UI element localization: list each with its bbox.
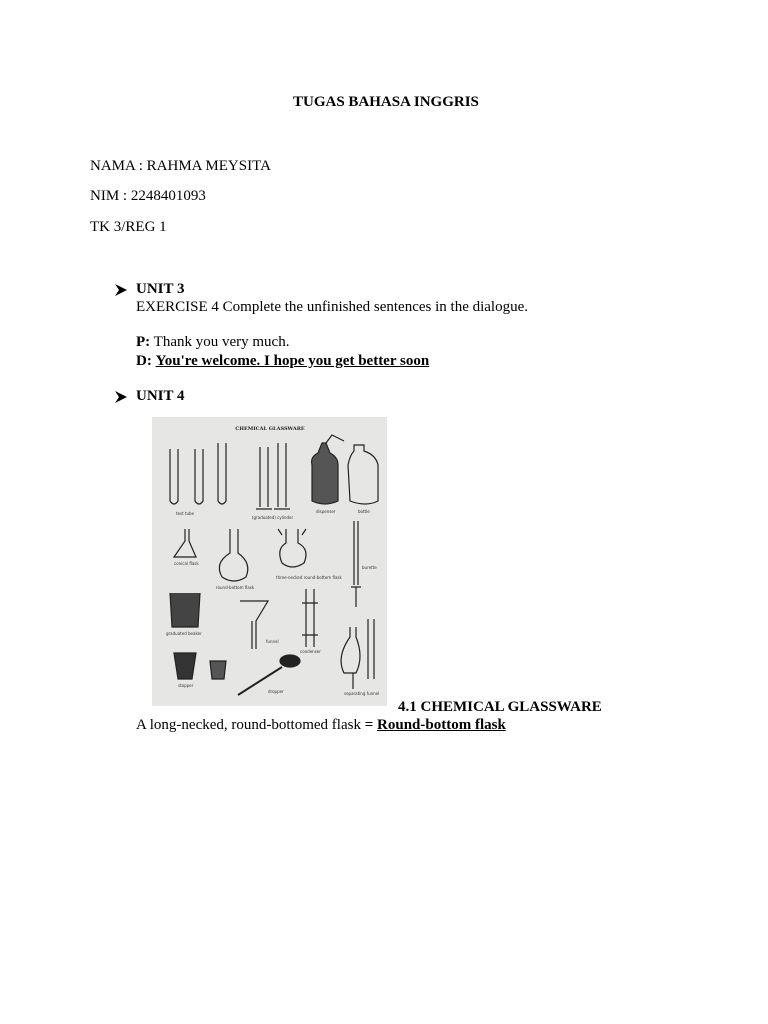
label-condenser: condenser — [300, 649, 321, 654]
definition-answer: Round-bottom flask — [377, 717, 506, 733]
dialogue-line-d — [136, 353, 429, 370]
bullet-arrow-icon — [114, 283, 128, 297]
student-nim: NIM : 2248401093 — [90, 188, 206, 204]
label-cylinder: (graduated) cylinder — [252, 515, 294, 520]
label-round-bottom-flask: round-bottom flask — [216, 585, 255, 590]
figure-caption: 4.1 CHEMICAL GLASSWARE — [398, 699, 602, 715]
label-beaker: graduated beaker — [166, 631, 202, 636]
label-dropper: dropper — [268, 689, 284, 694]
label-burette: burette — [362, 565, 377, 570]
label-separating-funnel: separating funnel — [344, 691, 380, 696]
label-three-necked: three-necked round-bottom flask — [276, 575, 342, 580]
student-class: TK 3/REG 1 — [90, 219, 167, 235]
label-bottle: bottle — [358, 509, 370, 514]
label-dispenser: dispenser — [316, 509, 336, 514]
speaker-p-text: Thank you very much. — [150, 334, 290, 350]
document-title: TUGAS BAHASA INGGRIS — [293, 94, 479, 110]
figure-title: CHEMICAL GLASSWARE — [235, 426, 305, 432]
definition-line — [136, 717, 506, 734]
label-conical-flask: conical flask — [174, 561, 199, 566]
unit3-heading: UNIT 3 — [136, 281, 185, 297]
bullet-arrow-icon — [114, 390, 128, 404]
label-stopper: stopper — [178, 683, 194, 688]
speaker-p-label: P: — [136, 334, 151, 350]
definition-text: A long-necked, round-bottomed flask — [136, 717, 365, 733]
unit4-heading: UNIT 4 — [136, 388, 185, 404]
dialogue-line-p — [136, 334, 289, 351]
speaker-d-answer: You're welcome. I hope you get better soon — [155, 353, 430, 369]
unit3-exercise: EXERCISE 4 Complete the unfinished sentences in the dialogue. — [136, 299, 529, 315]
student-name: NAMA : RAHMA MEYSITA — [90, 158, 271, 174]
definition-equals: = — [364, 717, 378, 733]
label-test-tube: test tube — [176, 511, 195, 516]
speaker-d-label: D: — [136, 353, 152, 369]
label-funnel: funnel — [266, 639, 279, 644]
glassware-illustration — [152, 417, 387, 706]
chemical-glassware-figure — [152, 417, 387, 706]
